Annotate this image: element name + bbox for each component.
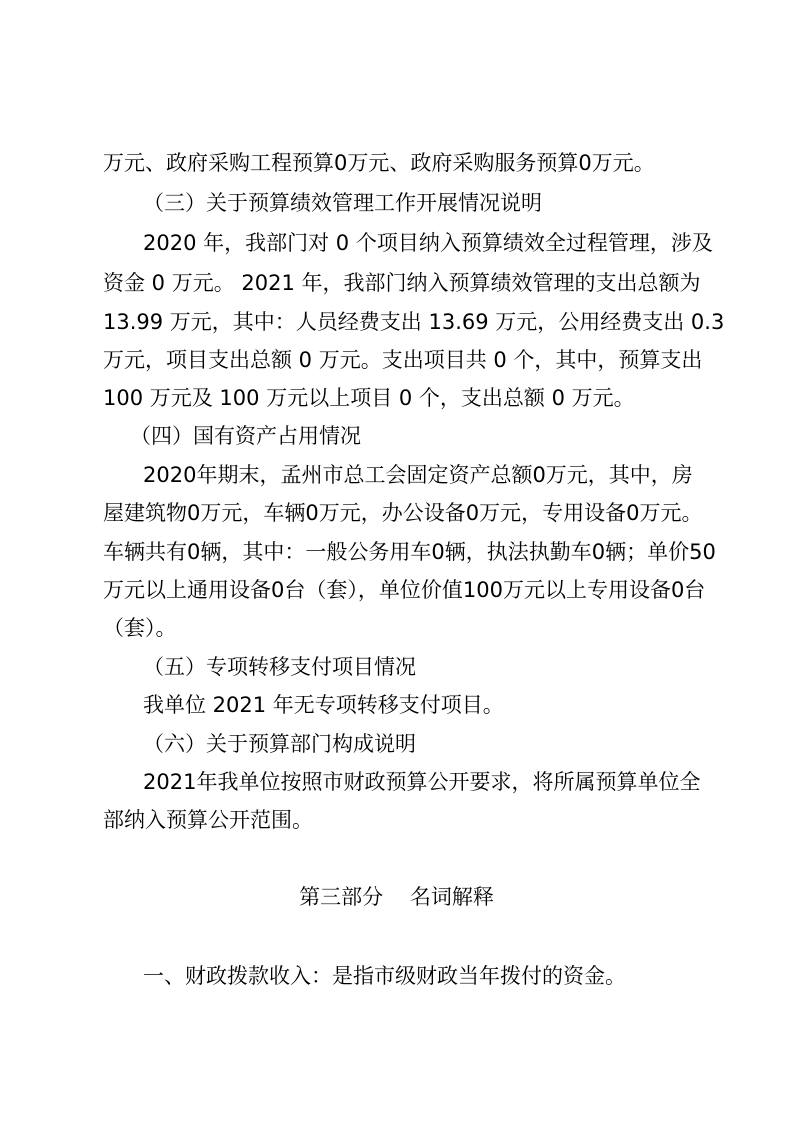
paragraph-line: 车辆共有0辆，其中：一般公务用车0辆，执法执勤车0辆；单价50 [103,540,716,564]
section-heading-5: （五）专项转移支付项目情况 [143,655,416,679]
section-heading-6: （六）关于预算部门构成说明 [143,732,416,756]
paragraph-line: 屋建筑物0万元，车辆0万元，办公设备0万元，专用设备0万元。 [103,501,703,525]
paragraph-line: 2020 年，我部门对 0 个项目纳入预算绩效全过程管理，涉及 [143,231,713,255]
paragraph-line: 部纳入预算公开范围。 [103,808,313,832]
paragraph-line: 我单位 2021 年无专项转移支付项目。 [143,693,504,717]
paragraph-line: 2021年我单位按照市财政预算公开要求，将所属预算单位全 [143,770,701,794]
paragraph-line: 资金 0 万元。 2021 年，我部门纳入预算绩效管理的支出总额为 [103,271,701,295]
paragraph-line: 万元，项目支出总额 0 万元。支出项目共 0 个，其中，预算支出 [103,348,703,372]
section-heading-4: （四）国有资产占用情况 [130,424,361,448]
paragraph-line: 13.99 万元，其中：人员经费支出 13.69 万元，公用经费支出 0.3 [103,310,725,334]
paragraph-line: 2020年期末，孟州市总工会固定资产总额0万元，其中，房 [143,463,693,487]
section-heading-3: （三）关于预算绩效管理工作开展情况说明 [143,191,542,215]
paragraph-line: 100 万元及 100 万元以上项目 0 个，支出总额 0 万元。 [103,386,635,410]
part-heading: 第三部分 名词解释 [299,885,494,909]
paragraph-line: （套）。 [103,616,177,640]
paragraph-line: 万元、政府采购工程预算0万元、政府采购服务预算0万元。 [103,151,655,175]
term-definition: 一、财政拨款收入：是指市级财政当年拨付的资金。 [143,964,626,988]
paragraph-line: 万元以上通用设备0台（套），单位价值100万元以上专用设备0台 [103,578,706,602]
